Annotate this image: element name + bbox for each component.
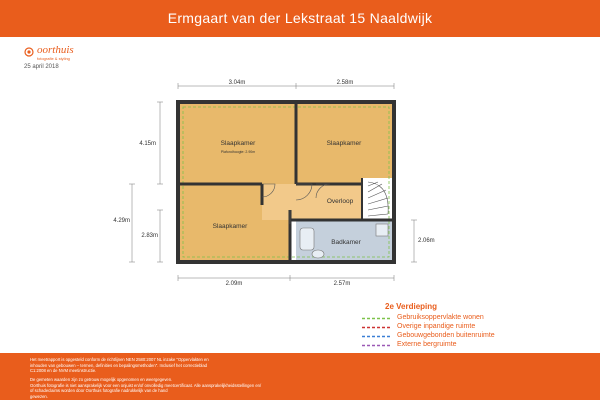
dim-bottom-right: 2.57m: [333, 281, 351, 287]
dim-left-inner: 2.83m: [141, 233, 158, 239]
legend-item-external-storage: [355, 341, 595, 350]
room-label-bedroom-top-right: Slaapkamer: [326, 140, 362, 147]
room-label-bedroom-bottom-left: Slaapkamer: [212, 223, 248, 230]
legend-label: Externe bergruimte: [397, 341, 457, 348]
legend-swatch-icon: [362, 343, 392, 348]
footer-bar: [0, 353, 600, 400]
footer-disclaimer-4: De gemeten waarden zijn zo getrouw mogelijk opgenomen en weergegeven.: [30, 377, 173, 382]
dim-bottom-left: 2.09m: [225, 281, 243, 287]
legend-swatch-icon: [362, 325, 392, 330]
room-note-ceiling-height: Plafondhoogte: 2.90m: [220, 150, 256, 154]
legend-label: Gebruiksoppervlakte wonen: [397, 314, 484, 321]
room-label-landing: Overloop: [326, 198, 354, 205]
legend-item-other-indoor: [355, 323, 595, 332]
legend-label: Overige inpandige ruimte: [397, 323, 476, 330]
legend-item-usable-area: [355, 314, 595, 323]
legend-item-outdoor-space: [355, 332, 595, 341]
footer-disclaimer-3: C1:2008 en de NVM meetinstructie.: [30, 368, 97, 373]
footer-disclaimer-2: inhouden van gebouwen – termen, definities en bepalingsmethoden". Inclusief het correctieblad: [30, 362, 208, 368]
dim-left-outer: 4.29m: [113, 218, 130, 224]
logo-tagline: fotografie & styling: [37, 56, 70, 61]
legend-swatch-icon: [362, 334, 392, 339]
footer-disclaimer-6: of schadeclaims worden door Oorthuis fotografie nadrukkelijk van de hand: [30, 388, 168, 393]
footer-disclaimer-5: Oorthuis fotografie is niet aansprakelijk voor een onjuist en/of onvolledig meetcertificaat. Alle aansprakelijkheidsstellingen en/: [30, 382, 262, 388]
legend-swatch-icon: [362, 316, 392, 321]
dim-left-upper: 4.15m: [139, 141, 156, 147]
plan-date: 25 april 2018: [24, 64, 59, 70]
legend-title: 2e Verdieping: [385, 302, 438, 311]
dim-top-left: 3.04m: [228, 80, 246, 86]
dim-top-right: 2.58m: [336, 80, 354, 86]
footer-disclaimer-1: Het meetrapport is opgesteld conform de richtlijnen NEN 2580:2007 NL inzake "Oppervlakten en: [30, 357, 209, 362]
logo-name: oorthuis: [37, 44, 74, 56]
legend-label: Gebouwgebonden buitenruimte: [397, 332, 495, 339]
dim-right: 2.06m: [418, 238, 435, 244]
page-title: Ermgaart van der Lekstraat 15 Naaldwijk: [167, 10, 433, 26]
room-label-bathroom: Badkamer: [331, 239, 361, 246]
room-label-bedroom-top-left: Slaapkamer: [220, 140, 256, 147]
footer-disclaimer-7: gewezen.: [30, 393, 48, 399]
